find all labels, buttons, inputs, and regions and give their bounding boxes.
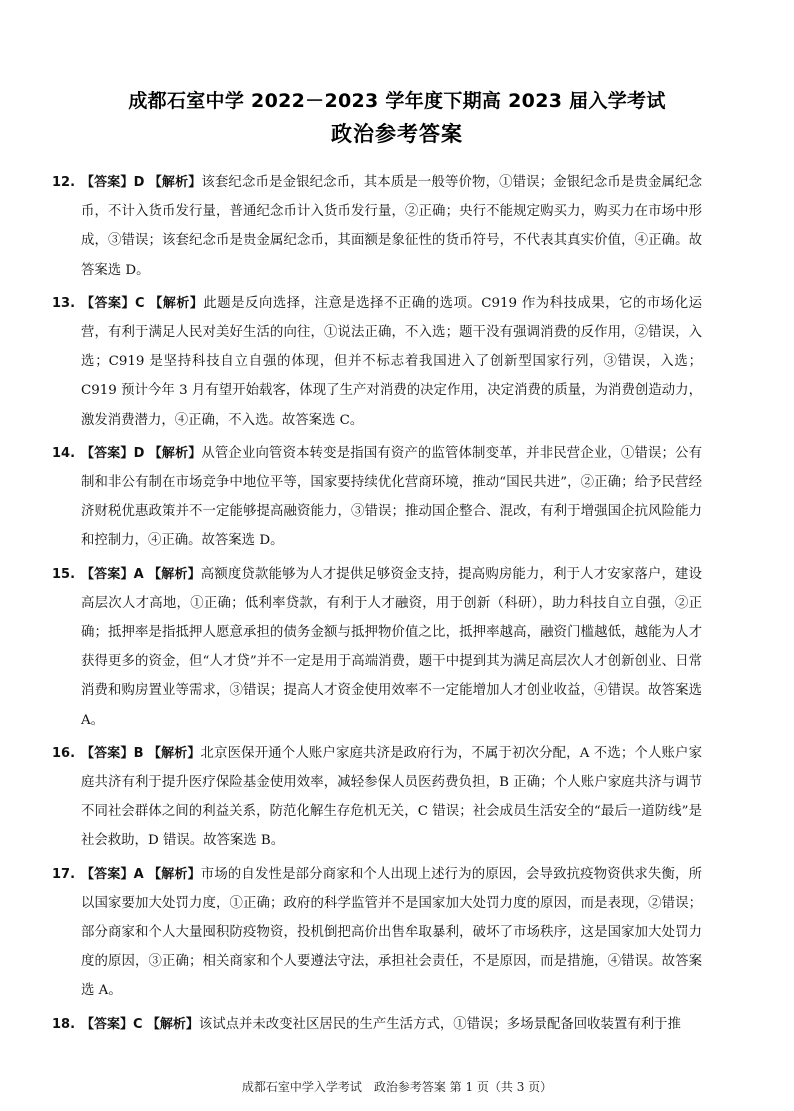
- question-number: 12.: [52, 175, 76, 190]
- answer-item-15: [0, 560, 794, 735]
- question-number: 17.: [52, 866, 76, 882]
- answer-list: [0, 168, 794, 1043]
- answer-tag: 【答案】D: [81, 445, 145, 461]
- document-title: 成都石室中学 2022－2023 学年度下期高 2023 届入学考试: [128, 90, 666, 112]
- analysis-text: 该套纪念币是金银纪念币，其本质是一般等价物，①错误；金银纪念币是贵金属纪念币，不计入货币发行量，普通纪念币计入货币发行量，②正确；央行不能规定购买力，购买力在市场中形成，③错误；该套纪念币是贵金属纪念币，其面额是象征性的货币符号，不代表其真实价值，④正确。故答案选 D。: [81, 175, 702, 278]
- answer-tag: 【答案】C: [81, 1016, 143, 1032]
- answer-tag: 【答案】D: [81, 175, 145, 190]
- page-footer: 成都石室中学入学考试 政治参考答案 第 1 页（共 3 页）: [241, 1080, 553, 1094]
- answer-tag: 【答案】A: [81, 566, 144, 582]
- question-number: 16.: [52, 745, 76, 761]
- analysis-text: 高额度贷款能够为人才提供足够资金支持，提高购房能力，利于人才安家落户，建设高层次人才高地，①正确；低利率贷款，有利于人才融资，用于创新（科研），助力科技自立自强，②正确；抵押率是指抵押人愿意承担的债务金额与抵押物价值之比，抵押率越高，融资门槛越低，越能为人才获得更多的资金，但“人才贷”并不一定是用于高端消费，题干中提到其为满足高层次人才创新创业、日常消费和购房置业等需求，③错误；提高人才资金使用效率不一定能增加人才创业收益，④错误。故答案选 A。: [81, 566, 702, 728]
- answer-item-12: [0, 168, 794, 285]
- answer-item-16: [0, 739, 794, 856]
- document-subtitle: 政治参考答案: [331, 122, 463, 146]
- question-number: 18.: [52, 1016, 76, 1032]
- analysis-tag: 【解析】: [148, 175, 202, 190]
- question-number: 14.: [52, 445, 76, 461]
- analysis-tag: 【解析】: [148, 866, 201, 882]
- answer-item-18: [0, 1010, 794, 1039]
- analysis-text: 该试点并未改变社区居民的生产生活方式，①错误；多场景配备回收装置有利于推: [198, 1016, 681, 1032]
- answer-item-14: [0, 439, 794, 556]
- analysis-text: 此题是反向选择，注意是选择不正确的选项。C919 作为科技成果，它的市场化运营，有利于满足人民对美好生活的向往，①说法正确，不入选；题干没有强调消费的反作用，②错误，入选；C919 是坚持科技自立自强的体现，但并不标志着我国进入了创新型国家行列，③错误，入选；C919 预计今年 3 月有望开始载客，体现了生产对消费的决定作用，决定消费的质量，为消费创造动力，激发消费潜力，④正确，不入选。故答案选 C。: [81, 295, 702, 428]
- analysis-tag: 【解析】: [149, 295, 204, 311]
- analysis-tag: 【解析】: [148, 445, 202, 461]
- analysis-text: 从管企业向管资本转变是指国有资产的监管体制变革，并非民营企业，①错误；公有制和非公有制在市场竞争中地位平等，国家要持续优化营商环境，推动“国民共进”，②正确；给予民营经济财税优惠政策并不一定能够提高融资能力，③错误；推动国企整合、混改，有利于增强国企抗风险能力和控制力，④正确。故答案选 D。: [81, 445, 702, 549]
- answer-tag: 【答案】C: [81, 295, 145, 311]
- answer-item-13: [0, 289, 794, 435]
- question-number: 15.: [52, 566, 76, 582]
- answer-tag: 【答案】A: [81, 866, 144, 882]
- analysis-tag: 【解析】: [146, 1016, 199, 1032]
- analysis-tag: 【解析】: [148, 566, 201, 582]
- answer-tag: 【答案】B: [81, 745, 144, 761]
- question-number: 13.: [52, 295, 76, 311]
- answer-item-17: [0, 860, 794, 1006]
- analysis-text: 市场的自发性是部分商家和个人出现上述行为的原因，会导致抗疫物资供求失衡，所以国家要加大处罚力度，①正确；政府的科学监管并不是国家加大处罚力度的原因，而是表现，②错误；部分商家和个人大量囤积防疫物资，投机倒把高价出售牟取暴利，破坏了市场秩序，这是国家加大处罚力度的原因，③正确；相关商家和个人要遵法守法，承担社会责任，不是原因，而是措施，④错误。故答案选 A。: [81, 866, 702, 999]
- analysis-text: 北京医保开通个人账户家庭共济是政府行为，不属于初次分配，A 不选；个人账户家庭共济有利于提升医疗保险基金使用效率，减轻参保人员医药费负担，B 正确；个人账户家庭共济与调节不同社会群体之间的利益关系，防范化解生存危机无关，C 错误；社会成员生活安全的“最后一道防线”是社会救助，D 错误。故答案选 B。: [81, 745, 702, 849]
- analysis-tag: 【解析】: [147, 745, 201, 761]
